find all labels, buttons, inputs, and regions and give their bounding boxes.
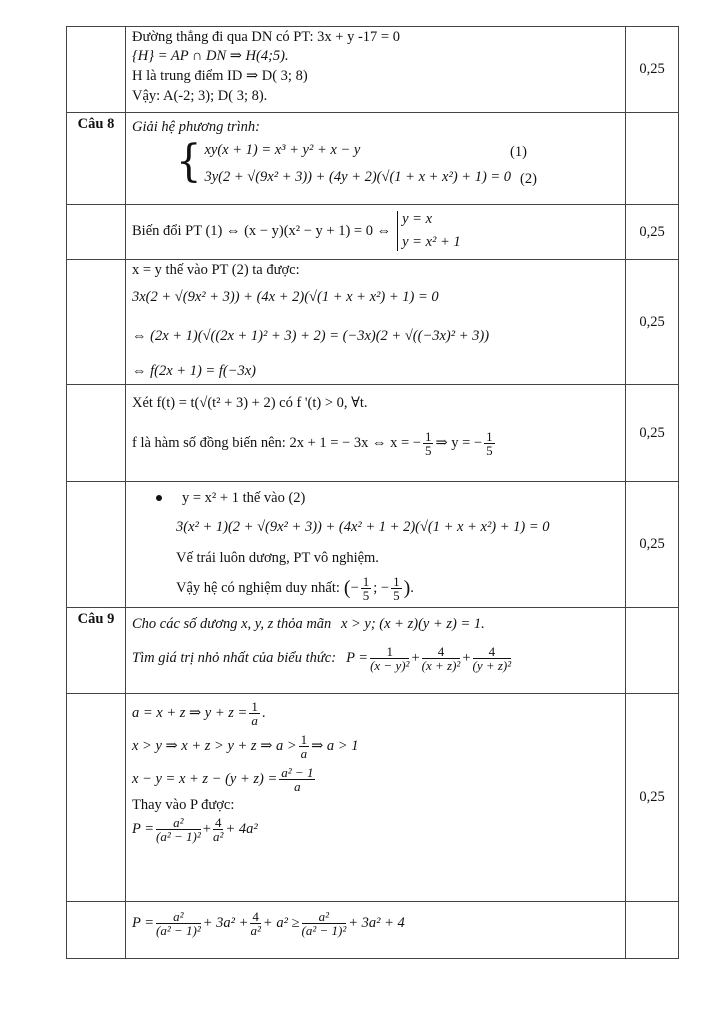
fraction: $\frac{\text{a²}}{\text{(a² − 1)²}}$	[156, 815, 201, 844]
question-cell	[67, 385, 126, 482]
math-line: + 3a² +	[202, 915, 249, 931]
math-line: + 3a² + 4	[348, 915, 405, 931]
bullet-icon	[156, 495, 162, 501]
table-row	[67, 113, 679, 205]
math-line: P =	[132, 915, 155, 931]
math-line: x > y; (x + z)(y + z) = 1.	[340, 616, 485, 632]
math-line: y = x² + 1 thế vào (2)	[182, 490, 306, 506]
equation-label-1: (1)	[510, 144, 527, 160]
fraction: $\frac{1}{a}$	[251, 699, 258, 728]
fraction: $\frac{4}{\text{a²}}$	[250, 909, 261, 938]
table-row	[67, 608, 679, 694]
math-line: ⇔ (2x + 1)(√((2x + 1)² + 3) + 2) = (−3x)(2 + √((−3x)² + 3))	[132, 328, 490, 344]
question-cell: Câu 8	[67, 113, 126, 205]
content-cell	[126, 260, 626, 385]
table-row	[67, 385, 679, 482]
math-line: 3(x² + 1)(2 + √(9x² + 3)) + (4x² + 1 + 2)(√(1 + x + x²) + 1) = 0	[176, 519, 550, 535]
content-cell: y = x² + 1 thế vào (2) 3(x² + 1)(2 + √(9x² + 3)) + (4x² + 1 + 2)(√(1 + x + x²) + 1) = 0 Vế trái luôn dương, PT vô nghiệm. Vậy hệ có nghiệm duy nhất: ( − $\frac{1}{5}$ ; − $\frac{1}{5}$ ) .	[126, 482, 626, 608]
text-line: Vậy: A(-2; 3); D( 3; 8).	[132, 88, 268, 104]
fraction: $\frac{1}{a}$	[300, 732, 308, 761]
question-cell	[67, 694, 126, 902]
equation-label-2: (2)	[520, 171, 537, 187]
score-cell: 0,25	[626, 482, 679, 608]
content-cell: a = x + z ⇒ y + z = $\frac{1}{a}$ . x > y ⇒ x + z > y + z ⇒ a > $\frac{1}{a}$ ⇒ a > 1 x − y = x + z − (y + z) = $\frac{\text{a² − 1}}{a}$ Thay vào P được: P = $\frac{\text{a²}}{\text{(a² − 1)²}}$ + $\frac{4}{\text{a²}}$ + 4a²	[126, 694, 626, 902]
content-cell	[126, 27, 626, 113]
score-cell	[626, 113, 679, 205]
solution-line	[132, 430, 619, 457]
inequality-line	[132, 910, 619, 937]
math-line: ⇒ a > 1	[311, 738, 359, 754]
fraction: $\frac{\text{a²}}{\text{(a² − 1)²}}$	[301, 909, 347, 938]
table-row	[67, 205, 679, 260]
math-line: x − y = x + z − (y + z) =	[132, 771, 278, 787]
case-bracket	[397, 211, 461, 251]
fraction: $\frac{1}{\text{(x − y)²}}$	[370, 644, 410, 673]
question-cell	[67, 27, 126, 113]
fraction: $\frac{4}{\text{(y + z)²}}$	[472, 644, 512, 673]
text-line: H là trung điểm ID ⇒ D( 3; 8)	[132, 68, 308, 84]
math-line: f là hàm số đồng biến nên: 2x + 1 = − 3x ⇔ x = −	[132, 435, 421, 451]
fraction: $\frac{\text{a² − 1}}{a}$	[281, 765, 314, 794]
question-cell	[67, 205, 126, 260]
fraction: $\frac{1}{5}$	[393, 574, 400, 603]
content-cell: Cho các số dương x, y, z thỏa mãn x > y; (x + z)(y + z) = 1. Tìm giá trị nhỏ nhất của biểu thức: P = $\frac{1}{\text{(x − y)²}}$ + $\frac{4}{\text{(x + z)²}}$ + $\frac{4}{\text{(y + z)²}}$	[126, 608, 626, 694]
equation-1: xy(x + 1) = x³ + y² + x − y	[204, 142, 361, 158]
equation-2: 3y(2 + √(9x² + 3)) + (4y + 2)(√(1 + x + x²) + 1) = 0	[204, 169, 512, 185]
question-cell	[67, 902, 126, 959]
content-cell	[126, 902, 626, 959]
score-cell	[626, 902, 679, 959]
case-1: y = x	[402, 211, 433, 227]
fraction: $\frac{4}{\text{(x + z)²}}$	[421, 644, 461, 673]
math-line: x > y ⇒ x + z > y + z ⇒ a >	[132, 738, 297, 754]
fraction: $\frac{\text{a²}}{\text{(a² − 1)²}}$	[156, 909, 201, 938]
question-cell	[67, 260, 126, 385]
math-line: a = x + z ⇒ y + z =	[132, 705, 248, 721]
answer-table	[66, 26, 679, 959]
p-expression: P = $\frac{\text{a²}}{\text{(a² − 1)²}}$ + $\frac{4}{\text{a²}}$ + 4a²	[132, 815, 258, 844]
table-row	[67, 482, 679, 608]
text-line: Vậy hệ có nghiệm duy nhất:	[176, 580, 340, 596]
task-text: Giải hệ phương trình:	[132, 119, 261, 135]
math-line: 3x(2 + √(9x² + 3)) + (4x + 2)(√(1 + x + x²) + 1) = 0	[132, 289, 439, 305]
score-cell: 0,25	[626, 205, 679, 260]
content-cell	[126, 385, 626, 482]
task-text: Cho các số dương x, y, z thỏa mãn	[132, 616, 332, 632]
fraction: $\frac{1}{5}$	[486, 429, 493, 458]
score-cell: 0,25	[626, 27, 679, 113]
case-2: y = x² + 1	[402, 234, 461, 250]
table-row	[67, 260, 679, 385]
score-cell: 0,25	[626, 260, 679, 385]
score-cell	[626, 608, 679, 694]
content-cell	[126, 205, 626, 260]
transform-text: Biến đổi PT (1) ⇔ (x − y)(x² − y + 1) = 0 ⇔	[132, 222, 392, 239]
fraction: $\frac{1}{5}$	[424, 429, 432, 458]
table-row	[67, 694, 679, 902]
question-cell: Câu 9	[67, 608, 126, 694]
text-line: Vế trái luôn dương, PT vô nghiệm.	[176, 550, 379, 566]
question-cell	[67, 482, 126, 608]
math-line: + a² ≥	[262, 915, 300, 931]
equation-system	[176, 136, 619, 188]
fraction: $\frac{1}{5}$	[362, 574, 370, 603]
score-cell: 0,25	[626, 694, 679, 902]
score-cell: 0,25	[626, 385, 679, 482]
math-line: {H} = AP ∩ DN ⇒ H(4;5).	[132, 48, 289, 64]
table-row	[67, 902, 679, 959]
fraction: $\frac{4}{\text{a²}}$	[212, 815, 224, 844]
text-line: Thay vào P được:	[132, 797, 235, 813]
task-text: Tìm giá trị nhỏ nhất của biểu thức:	[132, 650, 337, 666]
math-line: ⇔ f(2x + 1) = f(−3x)	[132, 363, 256, 379]
table-row	[67, 27, 679, 113]
math-line: ⇒ y = −	[435, 435, 483, 451]
content-cell	[126, 113, 626, 205]
text-line: Đường thẳng đi qua DN có PT: 3x + y -17 = 0	[132, 29, 400, 45]
text-line: x = y thế vào PT (2) ta được:	[132, 262, 300, 278]
math-line: Xét f(t) = t(√(t² + 3) + 2) có f '(t) > 0, ∀t.	[132, 395, 368, 411]
brace-icon: {	[176, 136, 202, 188]
